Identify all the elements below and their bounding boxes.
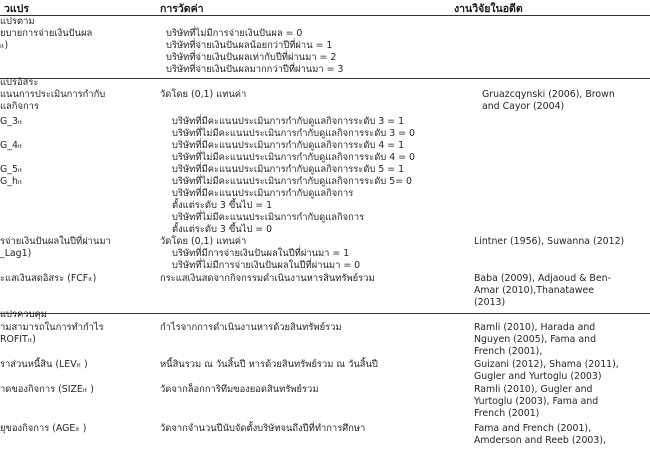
- age-measure: วัดจากจำนวนปีนับจัดตั้งบริษัทจนถึงปีที่ทำการศึกษา: [160, 423, 366, 434]
- lev-measure: หนี้สินรวม ณ วันสิ้นปี หารด้วยสินทรัพย์รวม ณ วันสิ้นปี: [160, 359, 378, 370]
- header-variable: วแปร: [4, 3, 29, 15]
- lag-intro: วัดโดย (0,1) แทนค่า: [160, 236, 247, 247]
- fcf-ref-line3: (2013): [474, 297, 506, 308]
- header-research: งานวิจัยในอดีต: [454, 3, 523, 15]
- section-independent: แปรอิสระ: [0, 77, 39, 88]
- cg-measure-7: ตั้งแต่ระดับ 3 ขึ้นไป = 1: [172, 200, 273, 211]
- profit-symbol: ROFITᵢₜ): [0, 334, 36, 345]
- cg-intro: วัดโดย (0,1) แทนค่า: [160, 89, 247, 100]
- cg5-symbol: G_5ᵢₜ: [0, 164, 23, 175]
- cg-measure-5: บริษัทที่ไม่มีคะแนนประเมินการกำกับดูแลกิจการระดับ 5= 0: [172, 176, 413, 187]
- cg-measure-0: บริษัทที่มีคะแนนประเมินการกำกับดูแลกิจการระดับ 3 = 1: [172, 116, 405, 127]
- dependent-measure-1: บริษัทที่จ่ายเงินปันผลน้อยกว่าปีที่ผ่าน = 1: [166, 40, 333, 51]
- cg-measure-9: ตั้งแต่ระดับ 3 ขึ้นไป = 0: [172, 224, 273, 235]
- profit-ref-line3: French (2001),: [474, 346, 543, 357]
- size-ref-line3: French (2001): [474, 408, 540, 419]
- dependent-rule: [0, 78, 650, 79]
- independent-rule: [0, 313, 650, 314]
- dividend-policy-symbol: ᵢₜ): [0, 40, 9, 51]
- lev-name: ราส่วนหนี้สิน (LEVᵢₜ ): [0, 359, 88, 370]
- fcf-ref-line2: Amar (2010),Thanatawee: [474, 285, 595, 296]
- lag-measure-0: บริษัทที่มีการจ่ายเงินปันผลในปีที่ผ่านมา = 1: [172, 248, 350, 259]
- section-dependent: แปรตาม: [0, 16, 35, 27]
- age-ref-line1: Fama and French (2001),: [474, 423, 592, 434]
- fcf-measure: กระแสเงินสดจากกิจกรรมดำเนินงานหารสินทรัพย์รวม: [160, 273, 375, 284]
- lag-dividend-name: รจ่ายเงินปันผลในปีที่ผ่านมา: [0, 236, 111, 247]
- lev-ref-line1: Guizani (2012), Shama (2011),: [474, 359, 619, 370]
- cg-ref-line1: Gruazcqynski (2006), Brown: [482, 89, 615, 100]
- cg-score-name-cont: แลกิจการ: [0, 101, 39, 112]
- lag-dividend-symbol: _Lag1): [0, 248, 32, 259]
- cg-measure-1: บริษัทที่ไม่มีคะแนนประเมินการกำกับดูแลกิจการระดับ 3 = 0: [172, 128, 415, 139]
- age-ref-line2: Amderson and Reeb (2003),: [474, 435, 606, 446]
- cg-measure-8: บริษัทที่ไม่มีคะแนนประเมินการกำกับดูแลกิจการ: [172, 212, 365, 223]
- size-ref-line1: Ramli (2010), Gugler and: [474, 384, 593, 395]
- size-measure: วัดจากล็อกการิทึมของยอดสินทรัพย์รวม: [160, 384, 319, 395]
- dividend-policy-name: ยบายการจ่ายเงินปันผล: [0, 28, 93, 39]
- profit-measure: กำไรจากการดำเนินงานหารด้วยสินทรัพย์รวม: [160, 322, 342, 333]
- cg-ref-line2: and Cayor (2004): [482, 101, 565, 112]
- lag-ref: Lintner (1956), Suwanna (2012): [474, 236, 625, 247]
- cgh-symbol: G_hᵢₜ: [0, 176, 23, 187]
- fcf-name: ะแสเงินสดอิสระ (FCFᵢₜ): [0, 273, 97, 284]
- cg-measure-2: บริษัทที่มีคะแนนประเมินการกำกับดูแลกิจการระดับ 4 = 1: [172, 140, 405, 151]
- header-rule: [0, 15, 650, 16]
- profit-ref-line2: Nguyen (2005), Fama and: [474, 334, 597, 345]
- profit-ref-line1: Ramli (2010), Harada and: [474, 322, 596, 333]
- size-ref-line2: Yurtoglu (2003), Fama and: [474, 396, 599, 407]
- lag-measure-1: บริษัทที่ไม่มีการจ่ายเงินปันผลในปีที่ผ่านมา = 0: [172, 260, 361, 271]
- cg3-symbol: G_3ᵢₜ: [0, 116, 23, 127]
- dependent-measure-3: บริษัทที่จ่ายเงินปันผลมากกว่าปีที่ผ่านมา = 3: [166, 64, 344, 75]
- profit-name: ามสามารถในการทำกำไร: [0, 322, 104, 333]
- size-name: าดของกิจการ (SIZEᵢₜ ): [0, 384, 94, 395]
- cg-measure-3: บริษัทที่ไม่มีคะแนนประเมินการกำกับดูแลกิจการระดับ 4 = 0: [172, 152, 415, 163]
- cg-measure-6: บริษัทที่มีคะแนนประเมินการกำกับดูแลกิจการ: [172, 188, 354, 199]
- cg-score-name: แนนการประเมินการกำกับ: [0, 89, 106, 100]
- dependent-measure-2: บริษัทที่จ่ายเงินปันผลเท่ากับปีที่ผ่านมา = 2: [166, 52, 337, 63]
- fcf-ref-line1: Baba (2009), Adjaoud & Ben-: [474, 273, 611, 284]
- header-measure: การวัดค่า: [160, 3, 204, 15]
- cg-measure-4: บริษัทที่มีคะแนนประเมินการกำกับดูแลกิจการระดับ 5 = 1: [172, 164, 405, 175]
- cg4-symbol: G_4ᵢₜ: [0, 140, 23, 151]
- section-control: แปรควบคุม: [0, 309, 47, 320]
- lev-ref-line2: Gugler and Yurtoglu (2003): [474, 371, 602, 382]
- dependent-measure-0: บริษัทที่ไม่มีการจ่ายเงินปันผล = 0: [166, 28, 303, 39]
- age-name: ยุของกิจการ (AGEᵢₜ ): [0, 423, 87, 434]
